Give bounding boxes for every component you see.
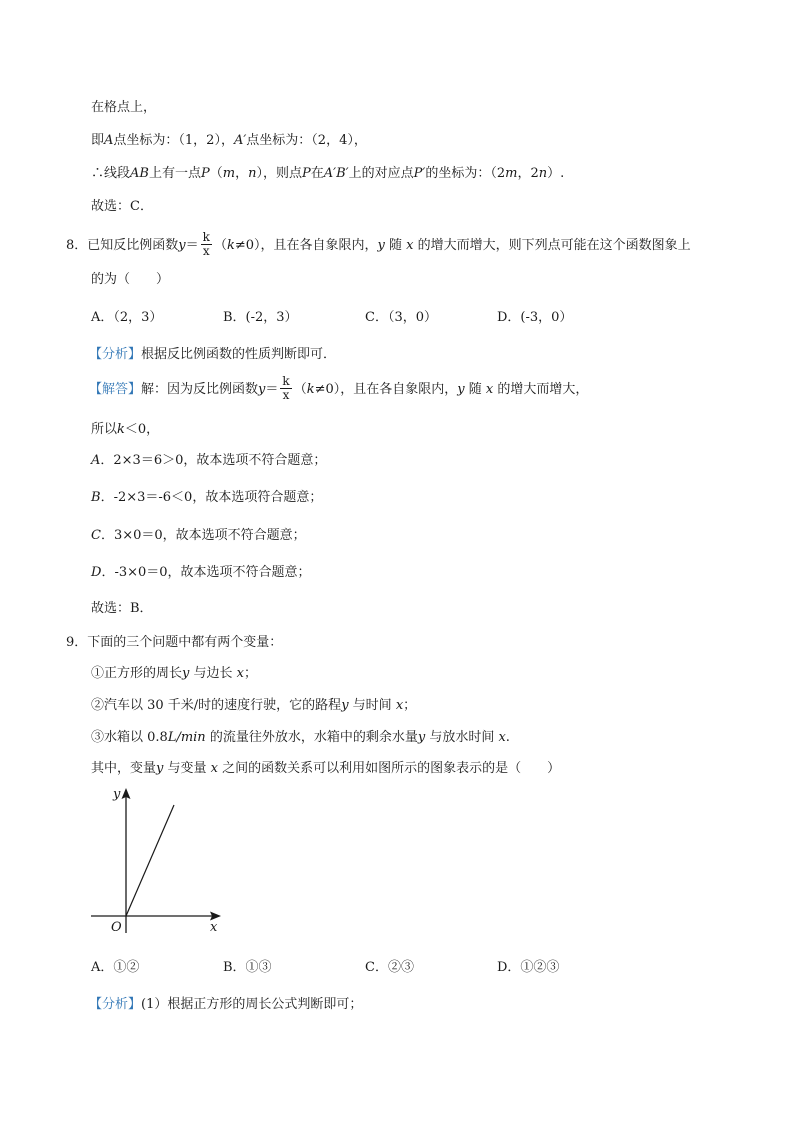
text: D．①②③ (497, 960, 560, 975)
solution-line-coordinates (91, 132, 367, 150)
text: （ (293, 382, 307, 397)
text: 所以 (91, 422, 118, 437)
function-line (126, 805, 174, 916)
y-axis-label: y (113, 787, 121, 802)
text: A．（2，3） (91, 310, 163, 325)
q8-check-a (91, 452, 326, 470)
var: x (402, 238, 418, 253)
x-axis-label: x (210, 920, 218, 935)
text: 上的对应点 (348, 166, 414, 181)
text: ≠0），且在各自象限内， (314, 382, 458, 397)
text: ，2 (517, 166, 539, 181)
text: ； (243, 666, 257, 681)
q8-check-d (91, 564, 311, 582)
text: ＜0， (124, 422, 160, 437)
var: P′ (413, 166, 426, 181)
var: y (457, 382, 465, 397)
text: 上有一点 (148, 166, 201, 181)
text: ③水箱以 0.8 (91, 730, 168, 745)
q8-choose (91, 600, 153, 618)
text: 8．已知反比例函数 (66, 238, 179, 253)
var: y (258, 382, 266, 397)
text: ； (403, 698, 417, 713)
text: 的为（ ） (91, 272, 170, 287)
text: 与放水时间 (425, 730, 495, 745)
text: 在格点上， (91, 100, 157, 115)
question-8-stem-line2 (91, 271, 169, 289)
text: 故选：C． (91, 199, 153, 214)
q8-check-c (91, 527, 306, 545)
text: B．(-2，3） (223, 310, 298, 325)
q8-option-c (365, 309, 437, 327)
unit: L/min (167, 730, 206, 745)
text: 点坐标为：（1，2）， (113, 133, 234, 148)
text: 随 (384, 238, 403, 253)
var: k (117, 422, 125, 437)
var: y (182, 666, 190, 681)
text: C．②③ (365, 960, 414, 975)
question-8-stem (66, 232, 691, 260)
text: （ (213, 238, 227, 253)
option-label: C (91, 528, 101, 543)
text: （ (209, 166, 223, 181)
var: y (156, 761, 164, 776)
q9-item-1 (91, 665, 257, 683)
var: P (301, 166, 311, 181)
text: B．①③ (223, 960, 272, 975)
q8-answer (89, 376, 588, 404)
option-label: A (91, 453, 101, 468)
var-a: A (104, 133, 114, 148)
fraction-k-over-x (201, 231, 212, 258)
text: 在 (310, 166, 324, 181)
var: x (391, 698, 404, 713)
function-graph (85, 783, 235, 943)
q9-option-a (91, 959, 139, 977)
text: ）. (547, 166, 565, 181)
q9-analysis (89, 996, 362, 1014)
text: 解：因为反比例函数 (141, 382, 259, 397)
text: 之间的函数关系可以利用如图所示的图象表示的是（ ） (217, 761, 561, 776)
fraction-numerator: k (282, 374, 290, 388)
text: 与时间 (348, 698, 392, 713)
var: n (248, 166, 257, 181)
var: x (206, 761, 218, 776)
origin-label: O (111, 920, 122, 935)
q9-option-c (365, 959, 414, 977)
text: ∴线段 (91, 166, 131, 181)
text: 根据反比例函数的性质判断即可． (141, 347, 337, 362)
var: y (417, 730, 426, 745)
text: ．-3×0＝0，故本选项不符合题意； (101, 565, 311, 580)
text: 随 (464, 382, 482, 397)
text: ， (235, 166, 249, 181)
text: 其中，变量 (91, 761, 157, 776)
text: 9．下面的三个问题中都有两个变量： (66, 635, 283, 650)
text: 即 (91, 133, 105, 148)
q9-item-2 (91, 697, 416, 715)
text: 点坐标为：（2，4）， (246, 133, 367, 148)
solution-choice (91, 198, 153, 216)
text: ），则点 (256, 166, 302, 181)
analysis-tag: 【分析】 (89, 347, 142, 362)
q8-so (91, 421, 159, 439)
text: 与变量 (163, 761, 207, 776)
text: ．-2×3＝-6＜0，故本选项符合题意； (100, 490, 323, 505)
text: ②汽车以 30 千米/时的速度行驶，它的路程 (91, 698, 342, 713)
var: A′B′ (323, 166, 349, 181)
q9-option-b (223, 959, 272, 977)
text: 故选：B． (91, 601, 153, 616)
var: m (505, 166, 518, 181)
option-label: D (91, 565, 102, 580)
var: AB (130, 166, 149, 181)
q8-check-b (91, 489, 322, 507)
var: y (377, 238, 385, 253)
q9-question (91, 760, 560, 778)
q9-option-d (497, 959, 559, 977)
solution-line-grid (91, 99, 156, 117)
var: k (226, 238, 235, 253)
answer-tag: 【解答】 (89, 382, 142, 397)
fraction-denominator: x (202, 244, 210, 258)
text: (1）根据正方形的周长公式判断即可； (141, 997, 363, 1012)
solution-line-conclusion (91, 165, 564, 183)
option-label: B (91, 490, 101, 505)
var-a-prime: A′ (233, 133, 247, 148)
text: 的增大而增大， (497, 382, 589, 397)
text: ①正方形的周长 (91, 666, 183, 681)
q8-option-d (497, 309, 572, 327)
text: ＝ (265, 382, 279, 397)
fraction-k-over-x (280, 375, 291, 402)
fraction-numerator: k (202, 230, 210, 244)
var: x (494, 730, 506, 745)
var: k (306, 382, 315, 397)
var: x (232, 666, 244, 681)
var: y (178, 238, 186, 253)
text: ＝ (185, 238, 199, 253)
question-9-stem (66, 634, 282, 652)
var: n (538, 166, 548, 181)
text: . (505, 730, 510, 745)
text: C．（3，0） (365, 310, 437, 325)
q8-analysis (89, 346, 336, 364)
text: 的增大而增大，则下列点可能在这个函数图象上 (417, 238, 691, 253)
text: A．①② (91, 960, 140, 975)
text: ≠0），且在各自象限内， (234, 238, 378, 253)
text: ．2×3＝6＞0，故本选项不符合题意； (100, 453, 327, 468)
text: 的坐标为：（2 (425, 166, 506, 181)
var: m (222, 166, 236, 181)
text: 的流量往外放水，水箱中的剩余水量 (205, 730, 418, 745)
text: ．3×0＝0，故本选项不符合题意； (100, 528, 306, 543)
fraction-denominator: x (282, 388, 290, 402)
analysis-tag: 【分析】 (89, 997, 142, 1012)
var: P (200, 166, 210, 181)
var: x (481, 382, 498, 397)
q9-item-3 (91, 729, 510, 747)
q8-option-b (223, 309, 298, 327)
text: D．(-3，0） (497, 310, 573, 325)
text: 与边长 (189, 666, 233, 681)
var: y (341, 698, 349, 713)
q8-option-a (91, 309, 162, 327)
